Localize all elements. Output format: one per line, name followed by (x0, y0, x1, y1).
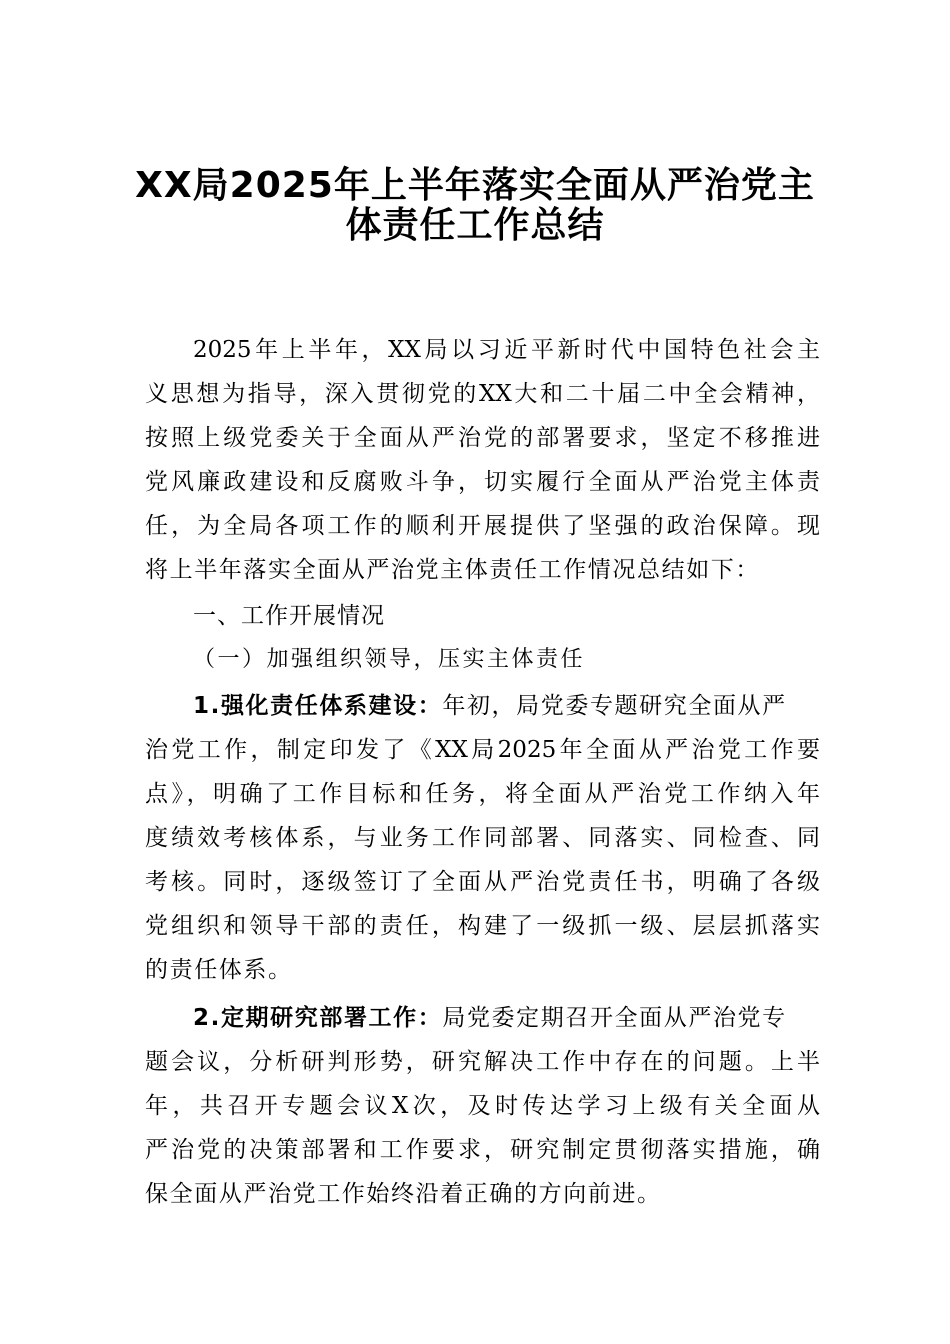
intro-line: 党风廉政建设和反腐败斗争，切实履行全面从严治党主体责 (145, 469, 820, 495)
intro-line: 任，为全局各项工作的顺利开展提供了坚强的政治保障。现 (145, 513, 820, 539)
item-1-lead: 1.强化责任体系建设： (193, 693, 443, 719)
item-1-line: 治党工作，制定印发了《XX局2025年全面从严治党工作要 (145, 737, 820, 763)
item-1-line: 党组织和领导干部的责任，构建了一级抓一级、层层抓落实 (145, 913, 820, 939)
item-1-line: 考核。同时，逐级签订了全面从严治党责任书，明确了各级 (145, 869, 820, 895)
document-title-line-1: XX局2025年上半年落实全面从严治党主 (135, 165, 815, 206)
item-2-line: 年，共召开专题会议X次，及时传达学习上级有关全面从 (145, 1093, 820, 1119)
intro-line: 义思想为指导，深入贯彻党的XX大和二十届二中全会精神， (145, 381, 820, 407)
item-2-first-line (193, 996, 787, 1040)
item-1-text: 年初，局党委专题研究全面从严 (442, 693, 787, 719)
item-1-line: 的责任体系。 (145, 957, 293, 983)
intro-line: 将上半年落实全面从严治党主体责任工作情况总结如下： (145, 557, 760, 583)
intro-line: 2025年上半年，XX局以习近平新时代中国特色社会主 (193, 337, 820, 363)
item-2-line: 严治党的决策部署和工作要求，研究制定贯彻落实措施，确 (145, 1137, 820, 1163)
item-2-text: 局党委定期召开全面从严治党专 (442, 1005, 787, 1031)
item-1-first-line (193, 684, 787, 728)
item-1-line: 点》，明确了工作目标和任务，将全面从严治党工作纳入年 (145, 781, 820, 807)
intro-line: 按照上级党委关于全面从严治党的部署要求，坚定不移推进 (145, 425, 820, 451)
item-2-lead: 2.定期研究部署工作： (193, 1005, 443, 1031)
subsection-heading: （一）加强组织领导，压实主体责任 (193, 647, 586, 672)
section-heading: 一、工作开展情况 (193, 603, 385, 629)
item-2-line: 题会议，分析研判形势，研究解决工作中存在的问题。上半 (145, 1049, 820, 1075)
document-title-line-2: 体责任工作总结 (345, 205, 605, 246)
item-2-line: 保全面从严治党工作始终沿着正确的方向前进。 (145, 1181, 662, 1207)
item-1-line: 度绩效考核体系，与业务工作同部署、同落实、同检查、同 (145, 825, 820, 851)
